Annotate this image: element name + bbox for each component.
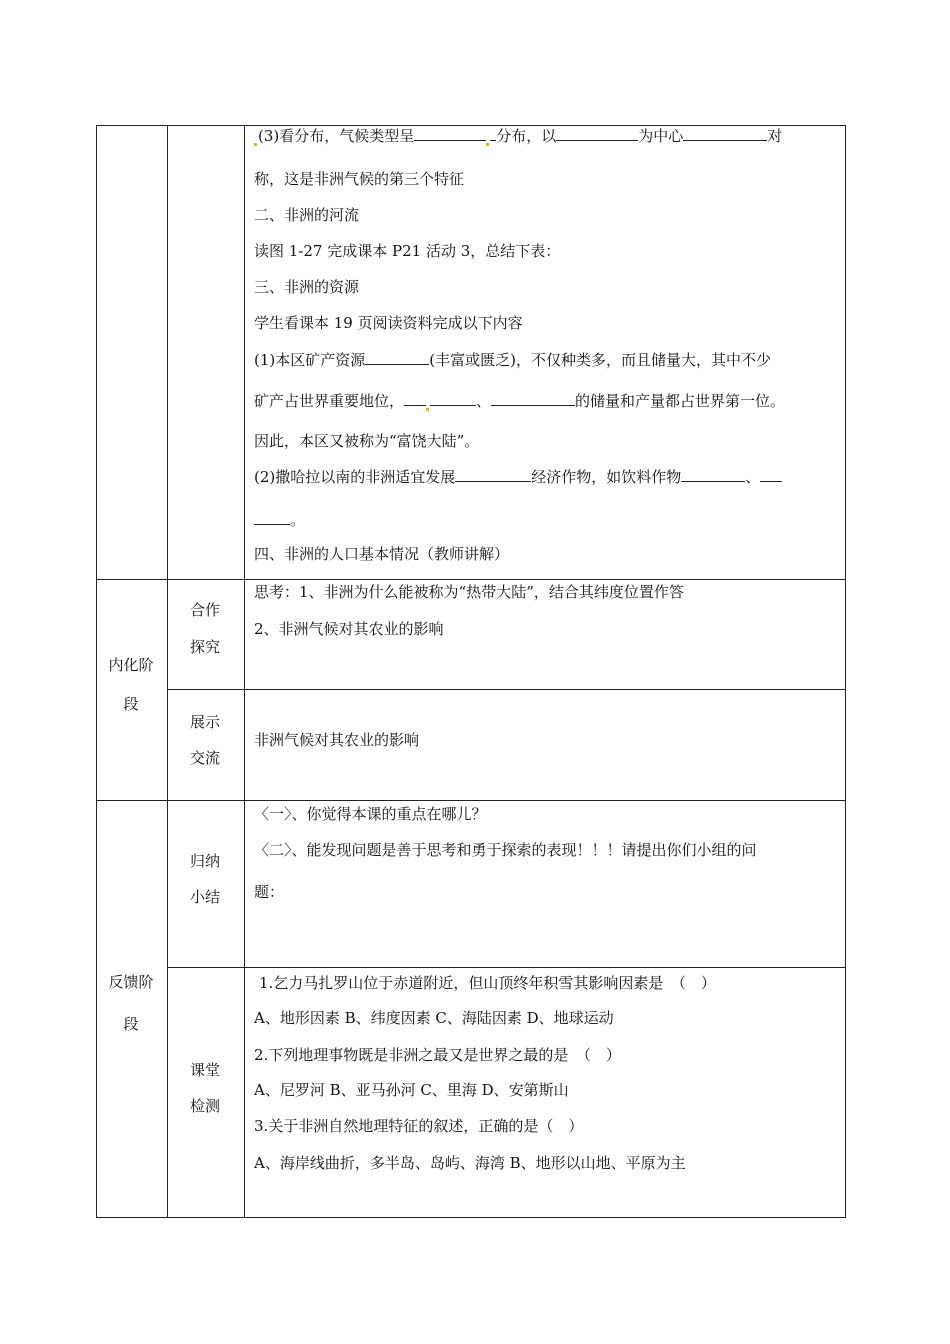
climate-third-feature: 称，这是非洲气候的第三个特征: [254, 170, 465, 188]
resources-rich-continent: 因此，本区又被称为“富饶大陆”。: [254, 432, 480, 450]
blank-line: [430, 391, 476, 406]
internal-stage-label-2: 段: [123, 695, 139, 713]
summary-question-1: 〈一〉、你觉得本课的重点在哪儿？: [254, 805, 487, 823]
test-question-2-options: A、尼罗河 B、亚马孙河 C、里海 D、安第斯山: [254, 1081, 569, 1099]
section-population-heading: 四、非洲的人口基本情况（教师讲解）: [254, 545, 510, 563]
text-segment: 经济作物，如饮料作物: [531, 468, 682, 486]
table-border-right: [845, 125, 846, 1218]
table-border-bottom: [96, 1217, 846, 1218]
show-text: 非洲气候对其农业的影响: [254, 731, 420, 749]
resources-q1-line1: [254, 350, 771, 370]
blank-line: [254, 510, 290, 525]
test-question-3: 3.关于非洲自然地理特征的叙述，正确的是（ ）: [254, 1117, 584, 1135]
text-segment: (2)撒哈拉以南的非洲适宜发展: [254, 468, 456, 486]
resources-instruction: 学生看课本 19 页阅读资料完成以下内容: [254, 314, 523, 332]
rivers-instruction: 读图 1-27 完成课本 P21 活动 3，总结下表：: [254, 242, 561, 260]
summary-question-2-line2: 题：: [254, 883, 285, 901]
text-segment: 、: [745, 468, 761, 486]
resources-q1-line2: [254, 391, 785, 411]
blank-line: [760, 467, 782, 482]
blank-line: [365, 350, 429, 365]
resources-q2-line2: [254, 510, 305, 530]
blank-line: [414, 126, 486, 141]
feedback-stage-label-1: 反馈阶: [108, 973, 154, 991]
row-divider-internal: [96, 579, 846, 580]
summary-label-2: 小结: [189, 888, 220, 906]
row-divider-feedback: [96, 800, 846, 801]
text-segment: 为中心: [638, 127, 684, 145]
test-question-1-options: A、地形因素 B、纬度因素 C、海陆因素 D、地球运动: [254, 1009, 614, 1027]
blank-line: [683, 126, 767, 141]
section-rivers-heading: 二、非洲的河流: [254, 206, 360, 224]
row-divider-show: [167, 689, 846, 690]
row-divider-test: [167, 967, 846, 968]
cooperate-question-2: 2、非洲气候对其农业的影响: [254, 620, 444, 638]
feedback-stage-label-2: 段: [123, 1015, 139, 1033]
show-label-2: 交流: [189, 749, 220, 767]
mark-dot: [254, 143, 257, 146]
test-question-3-options: A、海岸线曲折，多半岛、岛屿、海湾 B、地形以山地、平原为主: [254, 1154, 686, 1172]
text-segment: 分布，以: [496, 127, 557, 145]
show-label-1: 展示: [189, 713, 220, 731]
table-divider-col1: [167, 125, 168, 1218]
text-segment: 、: [476, 392, 492, 410]
test-question-2: 2.下列地理事物既是非洲之最又是世界之最的是 （ ）: [254, 1046, 621, 1064]
mark-dot: [486, 143, 489, 146]
blank-line: [404, 391, 426, 406]
text-segment: 对: [767, 127, 783, 145]
text-segment: 的储量和产量都占世界第一位。: [575, 392, 786, 410]
summary-question-2-line1: 〈二〉、能发现问题是善于思考和勇于探索的表现！！！请提出你们小组的问: [254, 841, 757, 859]
text-segment: (丰富或匮乏)，不仅种类多，而且储量大，其中不少: [429, 351, 771, 369]
text-segment: (1)本区矿产资源: [254, 351, 366, 369]
mark-dot: [426, 408, 429, 411]
text-segment: 。: [290, 511, 306, 529]
blank-line: [556, 126, 638, 141]
test-label-1: 课堂: [189, 1061, 220, 1079]
text-segment: 矿产占世界重要地位，: [254, 392, 405, 410]
cooperate-question-1: 思考：1、非洲为什么能被称为“热带大陆”，结合其纬度位置作答: [254, 583, 684, 601]
table-divider-col2: [244, 125, 245, 1218]
blank-line: [681, 467, 745, 482]
climate-distribution-line: [254, 126, 782, 146]
blank-line: [455, 467, 531, 482]
cooperate-label-2: 探究: [189, 638, 220, 656]
blank-line: [491, 391, 575, 406]
test-question-1: 1.乞力马扎罗山位于赤道附近，但山顶终年积雪其影响因素是 （ ）: [259, 974, 716, 992]
section-resources-heading: 三、非洲的资源: [254, 278, 360, 296]
resources-q2-line1: [254, 467, 782, 487]
cooperate-label-1: 合作: [189, 601, 220, 619]
internal-stage-label-1: 内化阶: [108, 656, 154, 674]
test-label-2: 检测: [189, 1097, 220, 1115]
text-segment: (3)看分布，气候类型呈: [258, 127, 415, 145]
summary-label-1: 归纳: [189, 852, 220, 870]
